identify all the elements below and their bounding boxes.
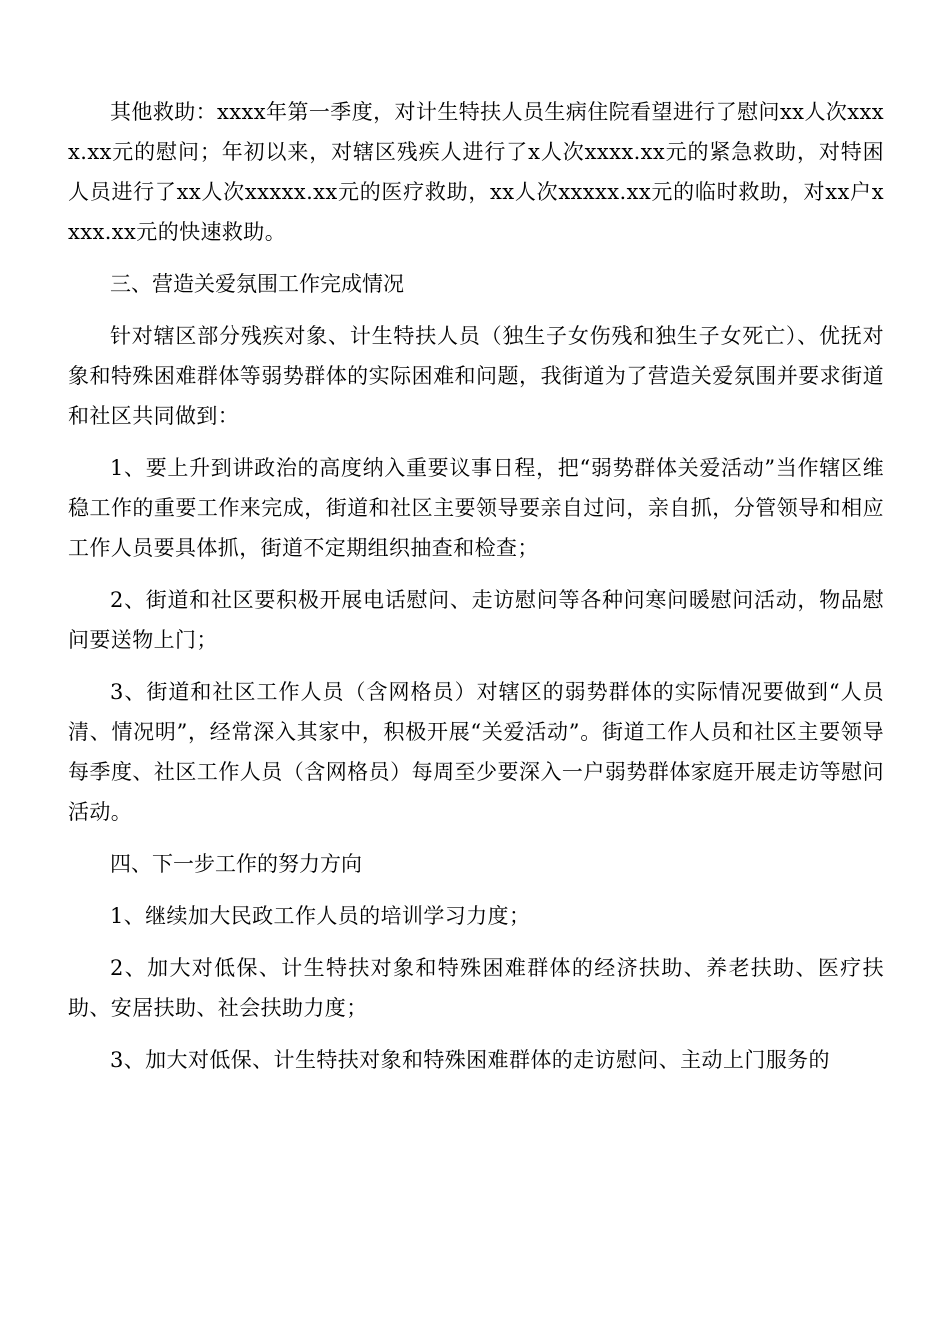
paragraph-next-item-2: 2、加大对低保、计生特扶对象和特殊困难群体的经济扶助、养老扶助、医疗扶助、安居扶助、社会扶助力度； [68,956,884,1020]
paragraph-next-item-1: 1、继续加大民政工作人员的培训学习力度； [110,904,531,928]
document-page [68,92,884,1092]
section-heading-4: 四、下一步工作的努力方向 [110,852,362,876]
paragraph-next-item-3: 3、加大对低保、计生特扶对象和特殊困难群体的走访慰问、主动上门服务的 [110,1048,830,1072]
paragraph-care-intro: 针对辖区部分残疾对象、计生特扶人员（独生子女伤残和独生子女死亡）、优抚对象和特殊困难群体等弱势群体的实际困难和问题，我街道为了营造关爱氛围并要求街道和社区共同做到： [68,324,884,428]
section-heading-3: 三、营造关爱氛围工作完成情况 [110,272,404,296]
paragraph-care-item-2: 2、街道和社区要积极开展电话慰问、走访慰问等各种问寒问暖慰问活动，物品慰问要送物上门； [68,588,884,652]
paragraph-care-item-3: 3、街道和社区工作人员（含网格员）对辖区的弱势群体的实际情况要做到“人员清、情况明”，经常深入其家中，积极开展“关爱活动”。街道工作人员和社区主要领导每季度、社区工作人员（含网格员）每周至少要深入一户弱势群体家庭开展走访等慰问活动。 [68,680,884,824]
paragraph-care-item-1: 1、要上升到讲政治的高度纳入重要议事日程，把“弱势群体关爱活动”当作辖区维稳工作的重要工作来完成，街道和社区主要领导要亲自过问，亲自抓，分管领导和相应工作人员要具体抓，街道不定期组织抽查和检查； [68,456,884,560]
paragraph-other-assistance: 其他救助：xxxx年第一季度，对计生特扶人员生病住院看望进行了慰问xx人次xxxx.xx元的慰问；年初以来，对辖区残疾人进行了x人次xxxx.xx元的紧急救助，对特困人员进行了xx人次xxxxx.xx元的医疗救助，xx人次xxxxx.xx元的临时救助，对xx户xxxx.xx元的快速救助。 [68,100,884,244]
